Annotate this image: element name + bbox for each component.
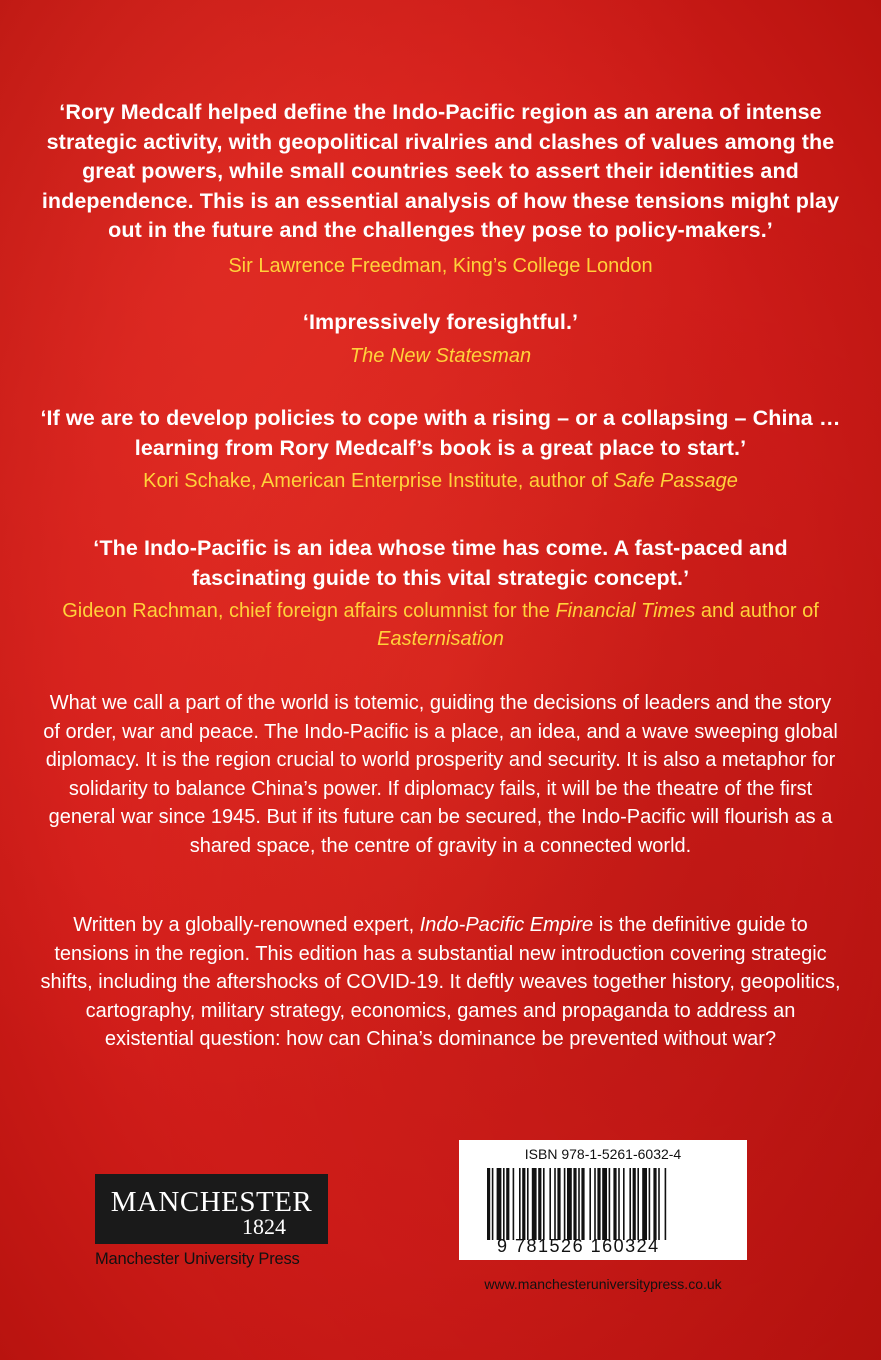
- publisher-logo-box: [95, 1174, 328, 1244]
- paragraph-rest: is the definitive guide to tensions in the region. This edition has a substantial new introduction covering strategic shifts, including the aftershocks of COVID-19. It deftly weaves together history, geopolitics, cartography, military strategy, economics, games and propaganda to address an existential question: how can China’s dominance be prevented without war?: [40, 914, 841, 1051]
- publisher-logo: [95, 1174, 328, 1269]
- publication-title: Financial Times: [555, 600, 696, 622]
- quote-text: ‘The Indo-Pacific is an idea whose time has come. A fast-paced and fascinating guide to this vital strategic concept.’: [93, 536, 788, 590]
- attribution-name: Gideon Rachman, chief foreign affairs columnist for the: [62, 600, 556, 622]
- quote-text: ‘If we are to develop policies to cope with a rising – or a collapsing – China … learning from Rory Medcalf’s book is a great place to start.’: [40, 406, 841, 460]
- publisher-caption: Manchester University Press: [95, 1250, 300, 1268]
- isbn-text: ISBN 978-1-5261-6032-4: [524, 1146, 682, 1162]
- quote-text: ‘Rory Medcalf helped define the Indo-Pacific region as an arena of intense strategic activity, with geopolitical rivalries and clashes of values among the great powers, while small countries seek to assert their identities and independence. This is an essential analysis of how these tensions might play out in the future and the challenges they pose to policy-makers.’: [41, 100, 840, 242]
- attribution-connector: and author of: [695, 600, 819, 622]
- quote-attribution: Sir Lawrence Freedman, King’s College London: [228, 254, 653, 277]
- quote-schake: [40, 404, 841, 495]
- attribution-name: Kori Schake, American Enterprise Institute, author of: [143, 470, 614, 492]
- quote-attribution: [40, 467, 841, 495]
- paragraph-intro: Written by a globally-renowned expert,: [73, 914, 420, 936]
- publisher-logo-name: MANCHESTER: [110, 1186, 313, 1218]
- book-title: Indo-Pacific Empire: [419, 914, 594, 936]
- publisher-website: www.manchesteruniversitypress.co.uk: [484, 1276, 722, 1292]
- quote-attribution: [40, 342, 841, 370]
- quote-freedman: [40, 98, 841, 280]
- barcode-icon: [487, 1168, 737, 1240]
- quote-new-statesman: [40, 308, 841, 370]
- barcode-digits: 9 781526 160324: [497, 1236, 660, 1256]
- book-title: Easternisation: [377, 628, 504, 650]
- blurb-paragraph-2: [40, 911, 841, 1054]
- publication-title: The New Statesman: [349, 344, 532, 367]
- quote-rachman: [40, 534, 841, 653]
- publisher-logo-year: 1824: [242, 1214, 286, 1239]
- quote-text: ‘Impressively foresightful.’: [302, 310, 579, 334]
- barcode-panel: [459, 1140, 747, 1260]
- blurb-paragraph-1: What we call a part of the world is totemic, guiding the decisions of leaders and the story of order, war and peace. The Indo-Pacific is a place, an idea, and a wave sweeping global diplomacy. It is the region crucial to world prosperity and security. It is also a metaphor for solidarity to balance China’s power. If diplomacy fails, it will be the theatre of the first general war since 1945. But if its future can be secured, the Indo-Pacific will flourish as a shared space, the centre of gravity in a connected world.: [43, 692, 838, 857]
- quote-attribution: [40, 597, 841, 653]
- book-title: Safe Passage: [613, 470, 738, 492]
